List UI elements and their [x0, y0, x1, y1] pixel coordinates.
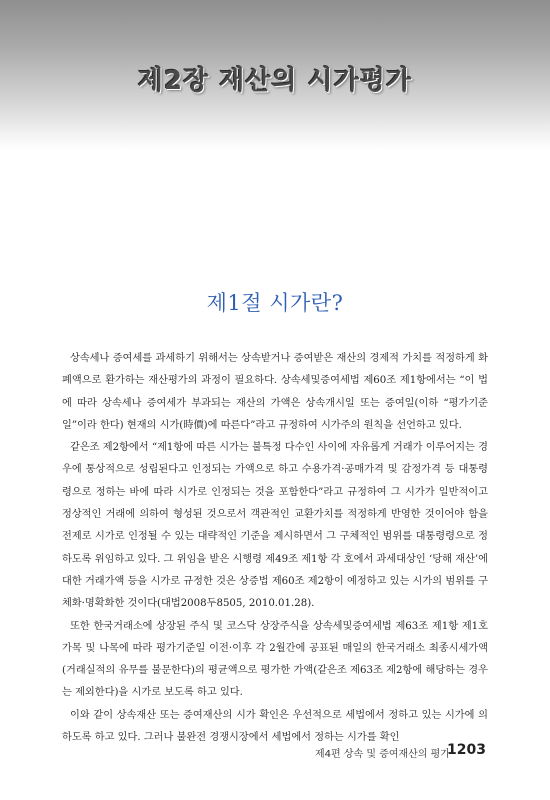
body-paragraph: 같은조 제2항에서 “제1항에 따른 시가는 불특정 다수인 사이에 자유롭게 거래가 이루어지는 경우에 통상적으로 성립된다고 인정되는 가액으로 하고 수용가격·공매가격 및 감정가격 등 대통령령으로 정하는 바에 따라 시가로 인정되는 것을 포함한다”라고 규정하여 그 시가가 일반적이고 정상적인 거래에 의하여 형성된 것으로서 객관적인 교환가치를 적정하게 반영한 것이어야 함을 전제로 시가로 인정될 수 있는 대략적인 기준을 제시하면서 그 구체적인 범위를 대통령령으로 정하도록 위임하고 있다. 그 위임을 받은 시행령 제49조 제1항 각 호에서 과세대상인 ‘당해 재산’에 대한 거래가액 등을 시가로 규정한 것은 상증법 제60조 제2항이 예정하고 있는 시가의 범위를 구체화·명확화한 것이다(대법2008두8505, 2010.01.28). [62, 442, 488, 610]
body-paragraph: 이와 같이 상속재산 또는 증여재산의 시가 확인은 우선적으로 세법에서 정하고 있는 시가에 의하도록 하고 있다. 그러나 불완전 경쟁시장에서 세법에서 정하는 시가를 확인 [62, 709, 488, 744]
page-footer [0, 742, 550, 764]
chapter-title: 제2장 재산의 시가평가 [137, 66, 413, 96]
body-paragraph: 또한 한국거래소에 상장된 주식 및 코스닥 상장주식을 상속세및증여세법 제63조 제1항 제1호 가목 및 나목에 따라 평가기준일 이전·이후 각 2월간에 공표된 매일의 한국거래소 최종시세가액(거래실적의 유무를 불문한다)의 평균액으로 평가한 가액(같은조 제63조 제2항에 해당하는 경우는 제외한다)을 시가로 보도록 하고 있다. [62, 620, 488, 699]
body-text [62, 348, 488, 749]
section-title: 제1절 시가란? [206, 291, 344, 315]
footer-book-label: 제4편 상속 및 증여재산의 평가 [315, 749, 450, 760]
page-number: 1203 [447, 742, 486, 758]
body-paragraph: 상속세나 증여세를 과세하기 위해서는 상속받거나 증여받은 재산의 경제적 가치를 적정하게 화폐액으로 환가하는 재산평가의 과정이 필요하다. 상속세및증여세법 제60조 제1항에서는 “이 법에 따라 상속세나 증여세가 부과되는 재산의 가액은 상속개시일 또는 증여일(이하 “평가기준일”이라 한다) 현재의 시가(時價)에 따른다”라고 규정하여 시가주의 원칙을 선언하고 있다. [62, 353, 488, 431]
